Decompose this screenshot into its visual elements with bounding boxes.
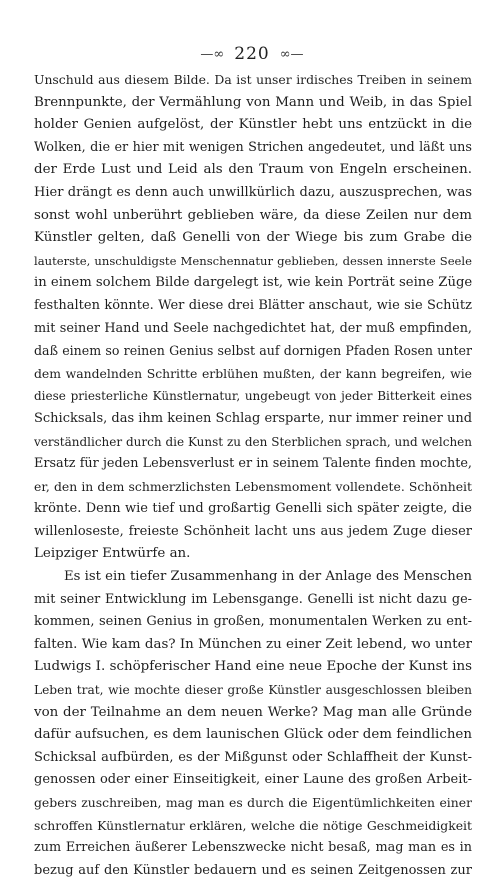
text-line: krönte. Denn wie tief und großartig Genelli sich später zeigte, die <box>34 501 472 517</box>
page-number: 220 <box>234 44 270 64</box>
text-line: Leben trat, wie mochte dieser große Künstler ausgeschlossen bleiben <box>34 683 472 698</box>
text-line: der Erde Lust und Leid als den Traum von Engeln erscheinen. <box>34 162 472 178</box>
text-line: sonst wohl unberührt geblieben wäre, da diese Zeilen nur dem <box>34 207 472 223</box>
text-line: Brennpunkte, der Vermählung von Mann und Weib, in das Spiel <box>34 94 472 110</box>
text-line: Unschuld aus diesem Bilde. Da ist unser irdisches Treiben in seinem <box>34 72 472 87</box>
text-line: Schicksals, das ihm keinen Schlag ersparte, nur immer reiner und <box>34 410 472 426</box>
text-line: diese priesterliche Künstlernatur, ungebeugt von jeder Bitterkeit eines <box>34 389 472 404</box>
text-line: dafür aufsuchen, es dem launischen Glück oder dem feindlichen <box>34 727 472 743</box>
text-line: genossen oder einer Einseitigkeit, einer Laune des großen Arbeit- <box>34 772 472 788</box>
text-line: Leipziger Entwürfe an. <box>34 546 191 562</box>
text-line: Ersatz für jeden Lebensverlust er in seinem Talente finden mochte, <box>34 456 472 472</box>
text-line: holder Genien aufgelöst, der Künstler hebt uns entzückt in die <box>34 117 472 133</box>
text-line: von der Teilnahme an dem neuen Werke? Mag man alle Gründe <box>34 704 472 720</box>
text-line: dem wandelnden Schritte erblühen mußten, der kann begreifen, wie <box>34 365 472 381</box>
text-line: mit seiner Entwicklung im Lebensgange. Genelli ist nicht dazu ge- <box>34 591 472 607</box>
page-header <box>0 44 504 64</box>
text-line: falten. Wie kam das? In München zu einer Zeit lebend, wo unter <box>34 636 472 652</box>
text-line: in einem solchem Bilde dargelegt ist, wie kein Porträt seine Züge <box>34 275 472 291</box>
text-line: Schicksal aufbürden, es der Mißgunst oder Schlaffheit der Kunst- <box>34 749 472 765</box>
text-line: bezug auf den Künstler bedauern und es seinen Zeitgenossen zur <box>34 862 472 878</box>
text-line: gebers zuschreiben, mag man es durch die Eigentümlichkeiten einer <box>34 795 472 810</box>
text-line: er, den in dem schmerzlichsten Lebensmoment vollendete. Schönheit <box>34 478 472 494</box>
ornament-right: ∞— <box>279 46 304 62</box>
text-line: mit seiner Hand und Seele nachgedichtet hat, der muß empfinden, <box>34 320 472 336</box>
text-line: Ludwigs I. schöpferischer Hand eine neue Epoche der Kunst ins <box>34 659 472 675</box>
text-line: willenloseste, freieste Schönheit lacht uns aus jedem Zuge dieser <box>34 523 472 539</box>
text-line: Wolken, die er hier mit wenigen Strichen angedeutet, und läßt uns <box>34 139 472 155</box>
text-line: lauterste, unschuldigste Menschennatur geblieben, dessen innerste Seele <box>34 253 472 268</box>
text-line: Es ist ein tiefer Zusammenhang in der Anlage des Menschen <box>64 569 472 585</box>
text-line: schroffen Künstlernatur erklären, welche die nötige Geschmeidigkeit <box>34 817 472 833</box>
text-line: verständlicher durch die Kunst zu den Sterblichen sprach, und welchen <box>34 434 472 449</box>
text-line: zum Erreichen äußerer Lebenszwecke nicht besaß, mag man es in <box>34 840 472 856</box>
text-line: Hier drängt es denn auch unwillkürlich dazu, auszusprechen, was <box>34 184 472 200</box>
text-line: kommen, seinen Genius in großen, monumentalen Werken zu ent- <box>34 614 472 630</box>
text-line: festhalten könnte. Wer diese drei Blätter anschaut, wie sie Schütz <box>34 297 472 313</box>
text-line: daß einem so reinen Genius selbst auf dornigen Pfaden Rosen unter <box>34 343 472 359</box>
text-line: Künstler gelten, daß Genelli von der Wiege bis zum Grabe die <box>34 230 472 246</box>
body-text <box>34 69 472 882</box>
ornament-left: —∞ <box>200 46 225 62</box>
